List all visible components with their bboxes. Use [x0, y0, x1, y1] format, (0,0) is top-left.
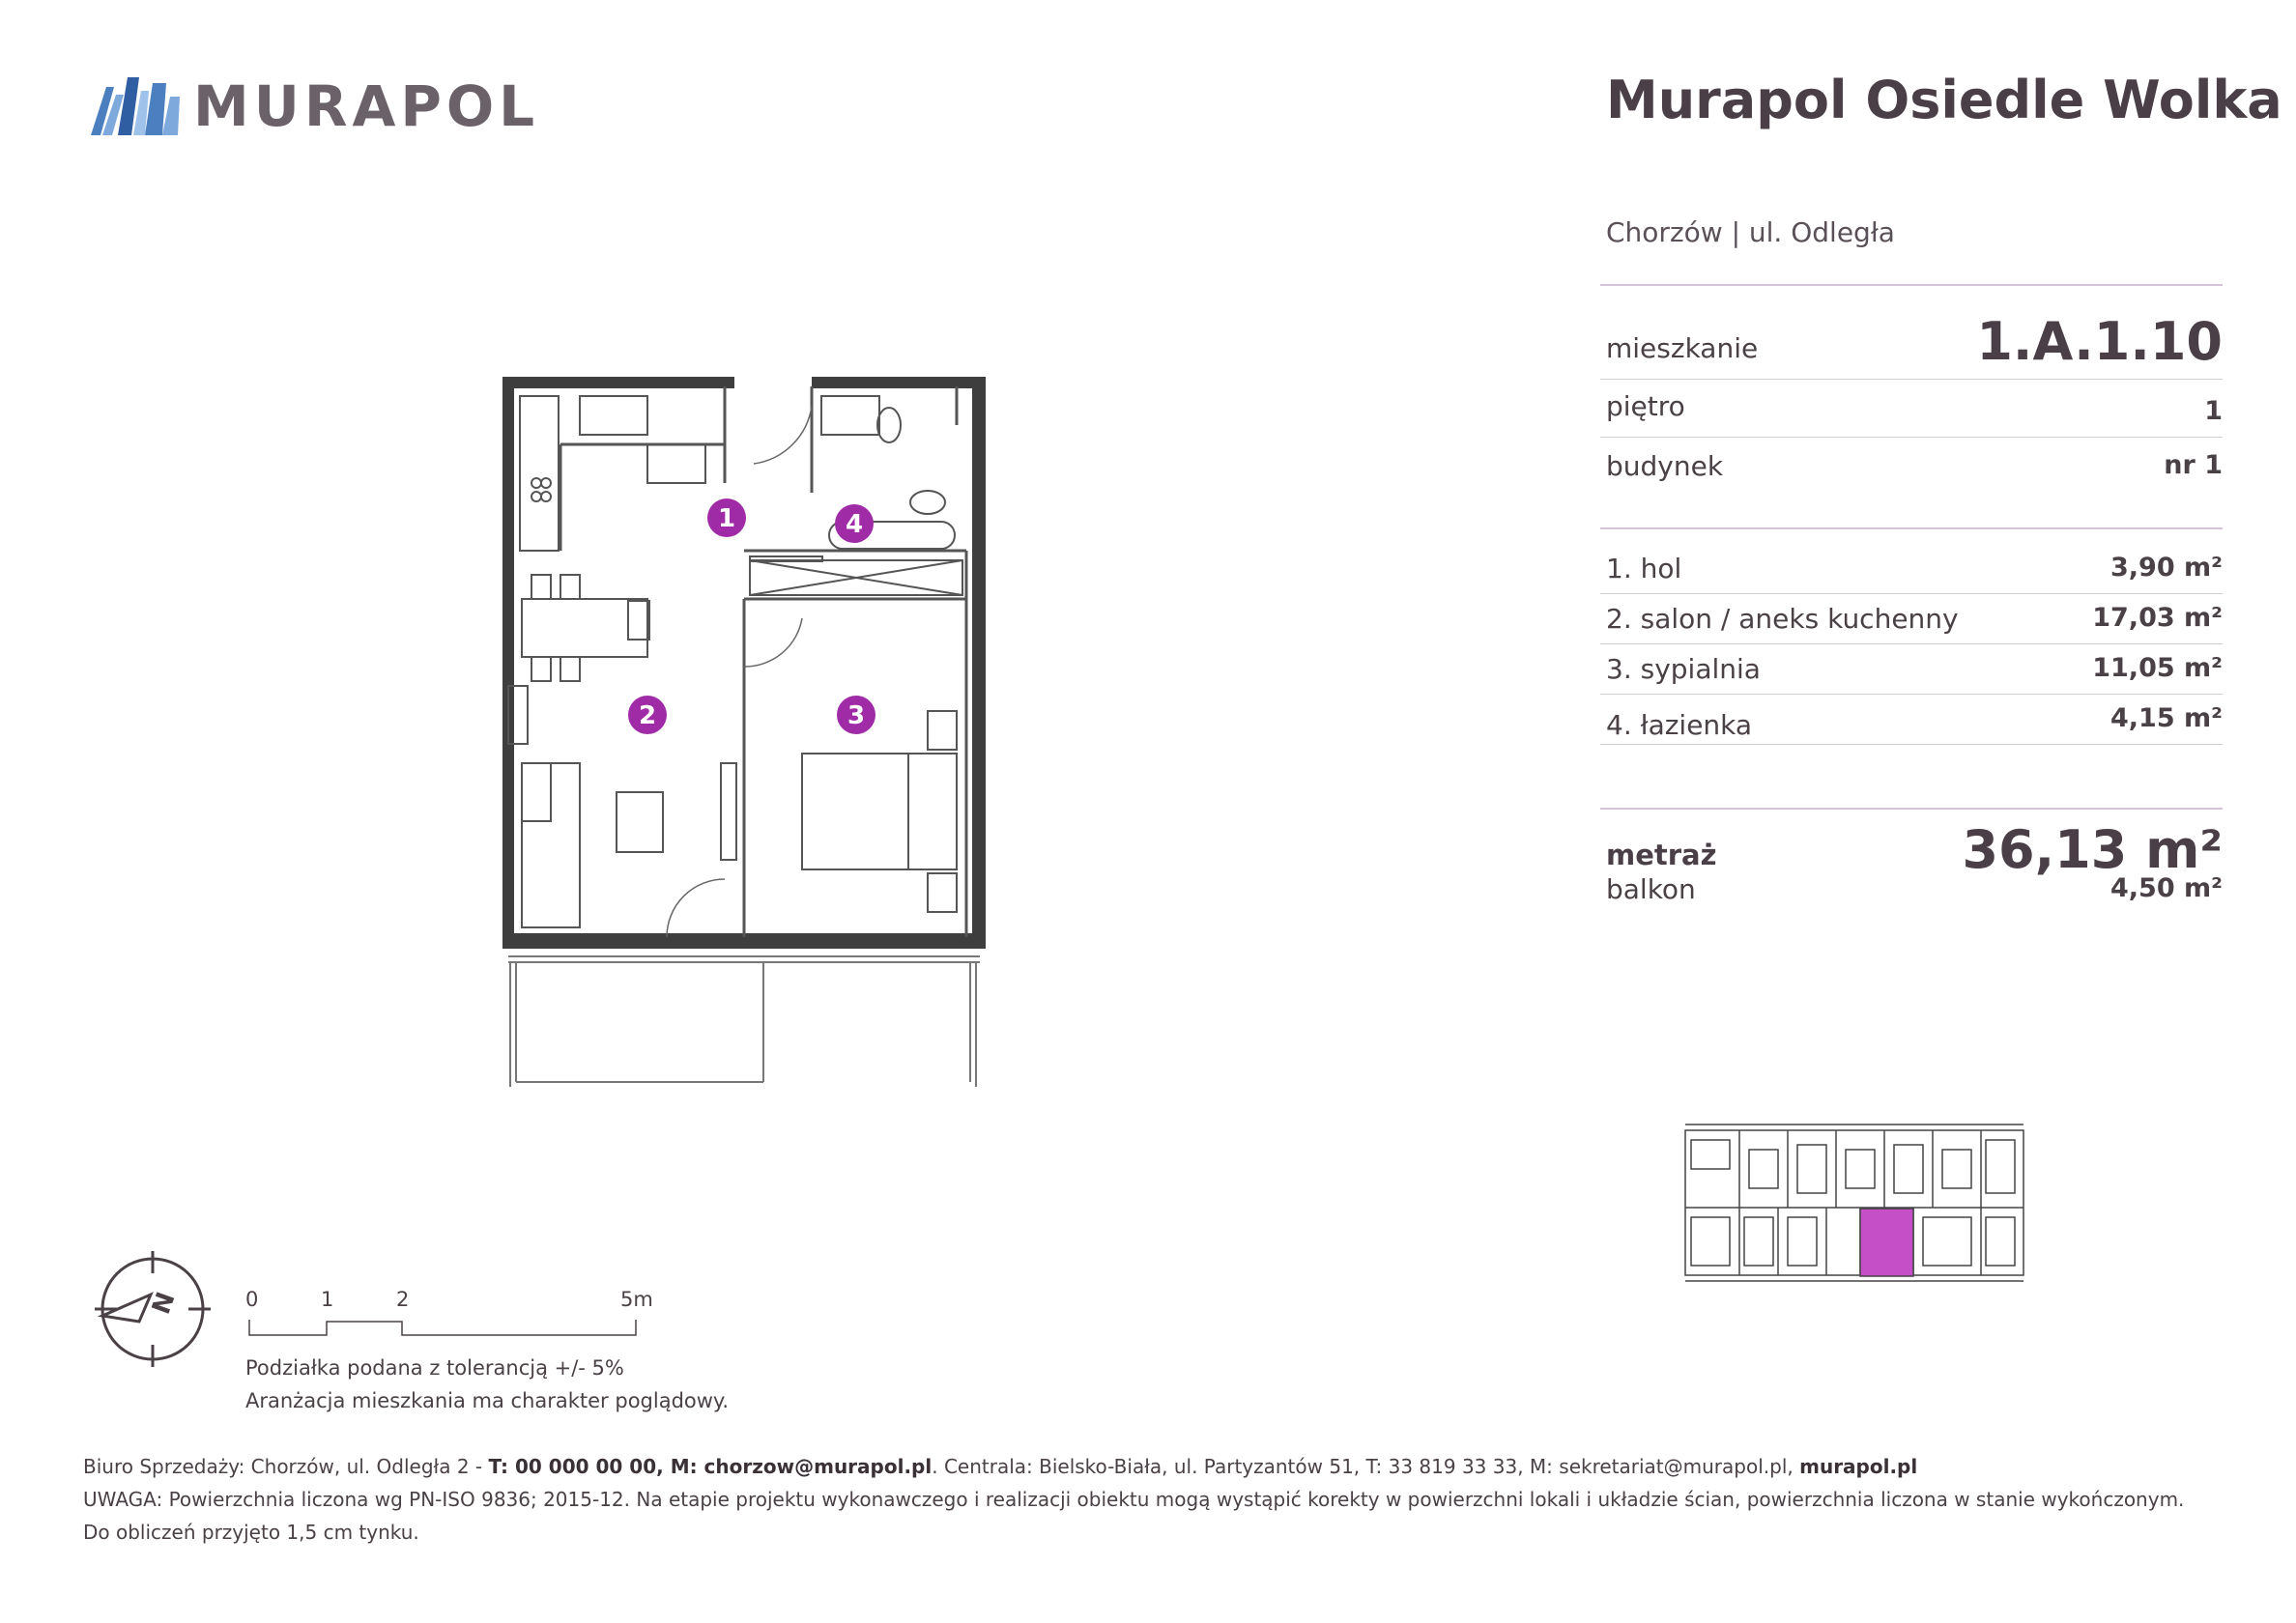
room-marker-label: 1 [717, 504, 736, 533]
divider [1600, 527, 2223, 529]
room-area: 4,15 m² [2110, 703, 2223, 733]
divider [1600, 593, 2223, 594]
room-area: 11,05 m² [2092, 653, 2223, 683]
building-key-plan [1681, 1121, 2029, 1295]
room-marker-label: 4 [845, 510, 864, 539]
arrangement-note: Aranżacja mieszkania ma charakter poglądowy. [245, 1389, 730, 1412]
floor-value: 1 [2204, 396, 2223, 426]
scale-tolerance-note: Podziałka podana z tolerancją +/- 5% [245, 1356, 624, 1380]
svg-text:N: N [147, 1288, 182, 1319]
building-value: nr 1 [2164, 450, 2223, 480]
building-label: budynek [1606, 450, 1724, 482]
room-area: 17,03 m² [2092, 603, 2223, 633]
footer-office: Biuro Sprzedaży: Chorzów, ul. Odległa 2 - [83, 1455, 489, 1478]
divider [1600, 284, 2223, 286]
divider [1600, 379, 2223, 380]
divider [1600, 643, 2223, 644]
total-area-label: metraż [1606, 839, 1717, 871]
divider [1600, 808, 2223, 810]
room-label: 1. hol [1606, 553, 1682, 584]
scale-tick-label: 1 [321, 1288, 334, 1311]
footer-contact [83, 1455, 1917, 1478]
balcony-label: balkon [1606, 873, 1696, 905]
room-label: 3. sypialnia [1606, 653, 1761, 685]
footer-headquarters: . Centrala: Bielsko-Biała, ul. Partyzantów 51, T: 33 819 33 33, M: sekretariat@murapol.pl, [932, 1455, 1800, 1478]
room-label: 2. salon / aneks kuchenny [1606, 603, 1959, 635]
scale-tick-label: 5m [620, 1288, 653, 1311]
total-area-value: 36,13 m² [1962, 819, 2223, 880]
room-label: 4. łazienka [1606, 709, 1753, 741]
balcony-area: 4,50 m² [2110, 873, 2223, 903]
footer-plaster-note: Do obliczeń przyjęto 1,5 cm tynku. [83, 1521, 419, 1544]
apartment-number: 1.A.1.10 [1976, 311, 2223, 372]
footer-disclaimer: UWAGA: Powierzchnia liczona wg PN-ISO 9836; 2015-12. Na etapie projektu wykonawczego i realizacji obiektu mogą wystąpić korekty w powierzchni lokali i układzie ścian, powierzchnia liczona w stanie wykończonym. [83, 1488, 2185, 1511]
brand-name: MURAPOL [193, 73, 540, 139]
floor-label: piętro [1606, 390, 1685, 422]
footer-website-link[interactable]: murapol.pl [1799, 1455, 1918, 1478]
apartment-label: mieszkanie [1606, 332, 1759, 364]
room-area: 3,90 m² [2110, 553, 2223, 583]
scale-tick-label: 0 [245, 1288, 259, 1311]
room-marker-label: 2 [638, 701, 657, 730]
project-title: Murapol Osiedle Wolka [1606, 70, 2282, 130]
divider [1600, 437, 2223, 438]
project-address: Chorzów | ul. Odległa [1606, 216, 1895, 248]
compass-icon [93, 1246, 218, 1372]
footer-office-contact: T: 00 000 00 00, M: chorzow@murapol.pl [488, 1455, 933, 1478]
room-marker-label: 3 [847, 701, 866, 730]
divider [1600, 744, 2223, 745]
scale-tick-label: 2 [396, 1288, 410, 1311]
divider [1600, 694, 2223, 695]
floor-plan [502, 377, 986, 1092]
murapol-logo-icon [89, 71, 186, 139]
scale-bar [242, 1285, 667, 1343]
